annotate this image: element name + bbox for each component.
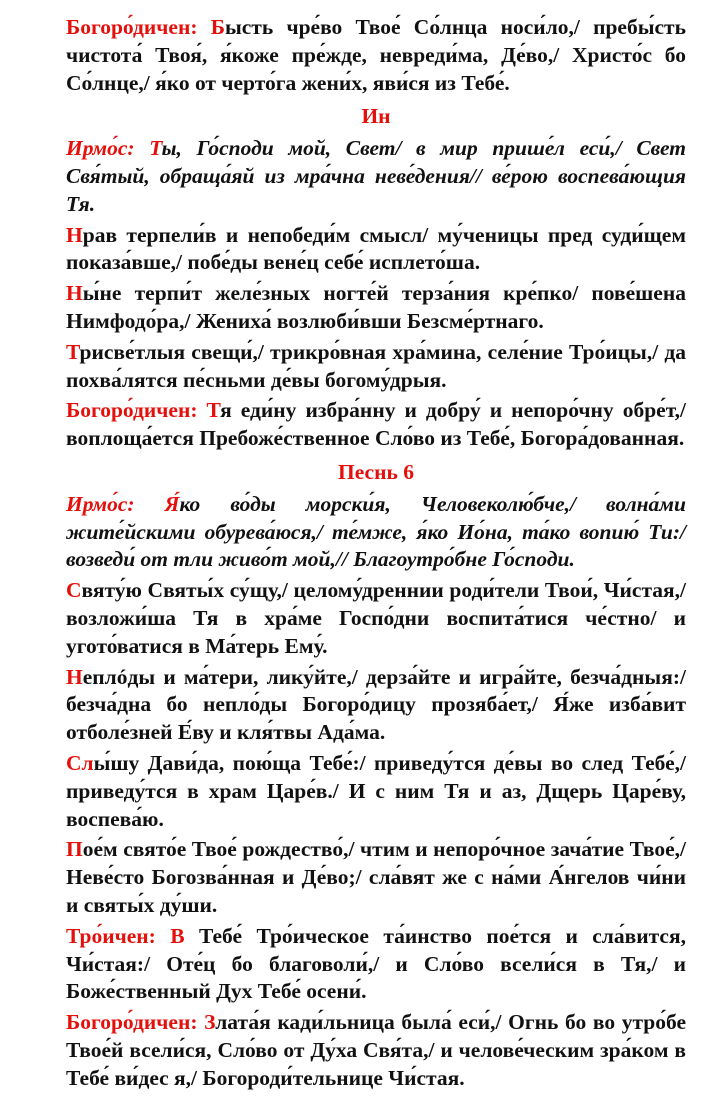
irmos-verse-1	[66, 135, 686, 218]
verse-text: лата́я кади́льница была́ еси́,/ Огнь бо во утро́бе Твое́й всели́ся, Сло́во от Ду́ха Свя́та,/ и челове́ческим зра́ком в Тебе́ ви́дес я,/ Богороди́тельнице Чи́стая.	[66, 1010, 686, 1090]
troparion-verse	[66, 664, 686, 747]
verse-text: еплóды и ма́тери, лику́йте,/ дерза́йте и игра́йте, безча́дныя:/ безча́дна бо непло́ды Богоро́дицу прозяба́ет,/ Я́же изба́вит отболе́зней Е́ву и кля́твы Ада́ма.	[66, 664, 686, 745]
irmos-verse-2	[66, 491, 686, 574]
section-heading-in: Ин	[361, 104, 391, 129]
bogorodichen-verse-3	[66, 1009, 686, 1092]
verse-text: ы́не терпи́т желе́зных ногте́й терза́ния кре́пко/ пове́шена Нимфодо́ра,/ Жениха́ возлюби́вши Безсме́ртнаго.	[66, 281, 686, 333]
initial-letter: Т	[206, 398, 221, 423]
troparion-verse	[66, 222, 686, 278]
troparion-verse	[66, 750, 686, 833]
verse-text: рав терпели́в и непобеди́м смысл/ му́ченицы пред суди́щем показа́вше,/ побе́ды вене́ц себе́ исплето́ша.	[66, 222, 686, 275]
initial-letter: Б	[210, 15, 225, 39]
initial-letter: П	[66, 837, 83, 862]
verse-text: Тебе́ Тро́ическое та́инство пое́тся и сла́вится, Чи́стая:/ Оте́ц бо благоволи́,/ и Сло́во всели́ся в Тя,/ и Боже́ственный Дух Тебе́ осени́.	[66, 923, 686, 1004]
rubric-label: Богоро́дичен:	[66, 398, 207, 423]
rubric-label: Ирмо́с:	[66, 136, 150, 161]
initial-letter: Н	[66, 222, 83, 247]
verse-text: ко во́ды морски́я, Человеколю́бче,/ волна́ми жите́йскими обурева́юся,/ те́мже, я́ко Ио́на, та́ко вопию́ Ти:/ возведи́ от тли живо́т мой,// Благоутро́бне Го́споди.	[66, 491, 686, 572]
verse-text: ы, Го́споди мой, Свет/ в мир прише́л еси́,/ Свет Свя́тый, обраща́яй из мра́чна неве́дения// ве́рою воспева́ющия Тя.	[66, 136, 686, 216]
verse-text: я еди́ну избра́нну и добру́ и непоро́чну обре́т,/ воплоща́ется Пребоже́ственное Сло́во из Тебе́, Богора́дованная.	[66, 398, 686, 451]
initial-letter: Я́	[164, 491, 180, 516]
verse-text: ы́шу Дави́да, пою́ща Тебе́:/ приведу́тся де́вы во след Тебе́,/ приведу́тся в храм Царе́в./ И с ним Тя и аз, Дщерь Царе́ву, воспева́ю.	[66, 750, 686, 831]
initial-letter: В	[170, 923, 185, 948]
rubric-label: Богоро́дичен:	[66, 1010, 205, 1035]
verse-text: ысть чре́во Твое́ Со́лнца носи́ло,/ пребы́сть чистота́ Твоя́, я́коже пре́жде, невреди́ма, Де́во,/ Христо́с бо Со́лнце,/ я́ко от черто́га жени́х, яви́ся из Тебе́.	[66, 15, 686, 95]
initial-letter: Н	[66, 664, 83, 689]
troparion-verse	[66, 339, 686, 395]
initial-letter: С	[66, 578, 82, 603]
initial-letter: Н	[66, 281, 83, 306]
initial-letter: Сл	[66, 750, 94, 775]
section-heading-ode-6: Песнь 6	[338, 459, 414, 484]
bogorodichen-verse-1	[66, 14, 686, 97]
rubric-label: Ирмо́с:	[66, 491, 165, 516]
verse-text: вяту́ю Святы́х су́щу,/ целому́дреннии роди́тели Твои́, Чи́стая,/ возложи́ша Тя в хра́ме Госпо́дни воспита́тися че́стно/ и угото́ватися в Ма́терь Ему́.	[66, 578, 686, 658]
troparion-verse	[66, 577, 686, 660]
verse-text: ое́м свято́е Твое́ рождество́,/ чтим и непоро́чное зача́тие Твое́,/ Неве́сто Богозва́нная и Де́во;/ сла́вят же с на́ми А́нгелов чи́ни и святы́х ду́ши.	[66, 837, 686, 917]
initial-letter: Т	[149, 136, 162, 161]
rubric-label: Богоро́дичен:	[66, 15, 211, 39]
bogorodichen-verse-2	[66, 397, 686, 453]
initial-letter: Т	[66, 339, 80, 364]
troparion-verse	[66, 280, 686, 336]
troichen-verse	[66, 923, 686, 1006]
verse-text: рисве́тлыя свещи́,/ трикро́вная хра́мина, селе́ние Тро́ицы,/ да похва́лятся пе́сньми де́вы богому́дрыя.	[66, 339, 686, 392]
initial-letter: З	[204, 1010, 216, 1035]
rubric-label: Тро́ичен:	[66, 923, 171, 948]
troparion-verse	[66, 836, 686, 919]
